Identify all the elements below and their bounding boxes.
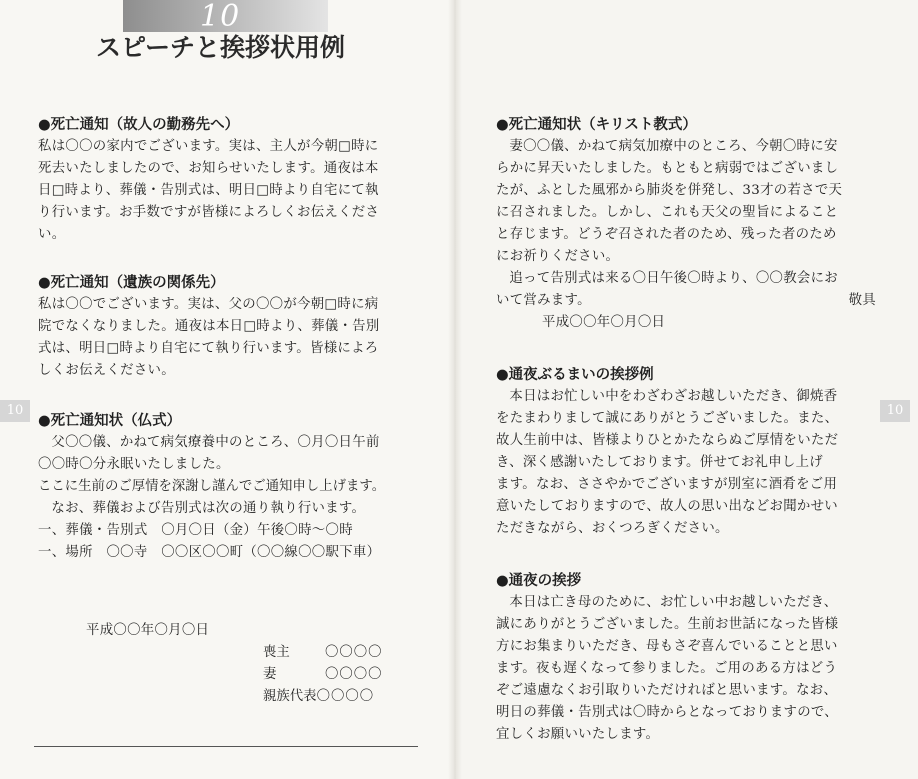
text-line: 追って告別式は来る〇日午後〇時より、〇〇教会にお bbox=[509, 271, 838, 286]
signer-role: 親族代表 bbox=[263, 689, 317, 704]
text-line: 方にお集まりいただき、母もさぞ喜んでいることと思い bbox=[496, 639, 838, 654]
section-heading: ●通夜の挨拶 bbox=[496, 573, 582, 589]
text-line: ます。なお、ささやかでございますが別室に酒肴をご用 bbox=[496, 477, 838, 492]
text-line: 本日は亡き母のために、お忙しい中お越しいただき、 bbox=[509, 595, 838, 610]
text-line: と存じます。どうぞ召された者のため、残った者のため bbox=[496, 227, 837, 242]
section-heading: ●死亡通知（故人の勤務先へ） bbox=[38, 117, 240, 133]
section-wake-reception-greeting bbox=[496, 364, 876, 540]
text-line: 父〇〇儀、かねて病気療養中のところ、〇月〇日午前 bbox=[51, 435, 380, 450]
section-heading: ●死亡通知状（仏式） bbox=[38, 413, 182, 429]
signer-role: 妻 bbox=[263, 667, 277, 682]
section-body bbox=[38, 294, 438, 382]
text-line: り行います。お手数ですが皆様によろしくお伝えくださ bbox=[38, 205, 380, 220]
text-line: 宜しくお願いいたします。 bbox=[496, 727, 660, 742]
text-line: しくお伝えください。 bbox=[38, 363, 175, 378]
text-line: 故人生前中は、皆様よりひとかたならぬご厚情をいただ bbox=[496, 433, 839, 448]
section-wake-greeting bbox=[496, 570, 876, 746]
text-line: き、深く感謝いたしております。併せてお礼申し上げ bbox=[496, 455, 823, 470]
notice-date: 平成〇〇年〇月〇日 bbox=[86, 623, 210, 638]
text-line: なお、葬儀および告別式は次の通り執り行います。 bbox=[51, 501, 366, 516]
chapter-title: スピーチと挨拶状用例 bbox=[96, 33, 346, 62]
text-line: 日□時より、葬儀・告別式は、明日□時より自宅にて執 bbox=[38, 183, 379, 198]
text-line: いて営みます。 bbox=[496, 293, 591, 308]
text-line: らかに昇天いたしました。もともと病弱ではございまし bbox=[496, 161, 839, 176]
text-line: をたまわりまして誠にありがとうございました。また、 bbox=[496, 411, 839, 426]
signers-list bbox=[263, 642, 383, 708]
section-death-notice-family bbox=[38, 272, 438, 382]
text-line: 意いたしておりますので、故人の思い出などお聞かせい bbox=[496, 499, 838, 514]
text-line: たが、ふとした風邪から肺炎を併発し、33才の若さで天 bbox=[496, 183, 843, 198]
text-line: にお祈りください。 bbox=[496, 249, 620, 264]
notice-date: 平成〇〇年〇月〇日 bbox=[542, 315, 666, 330]
side-tab-right: 10 bbox=[880, 400, 910, 422]
text-line: 院でなくなりました。通夜は本日□時より、葬儀・告別 bbox=[38, 319, 380, 334]
signer-row bbox=[263, 664, 383, 686]
text-line: ぞご遠慮なくお引取りいただければと思います。なお、 bbox=[496, 683, 838, 698]
bottom-rule bbox=[34, 746, 418, 747]
section-heading: ●死亡通知状（キリスト教式） bbox=[496, 117, 697, 133]
signer-row bbox=[263, 642, 383, 664]
section-heading: ●通夜ぶるまいの挨拶例 bbox=[496, 367, 654, 383]
section-death-notice-workplace bbox=[38, 114, 438, 246]
text-line: ただきながら、おくつろぎください。 bbox=[496, 521, 729, 536]
text-line: 一、葬儀・告別式 〇月〇日（金）午後〇時～〇時 bbox=[38, 523, 353, 538]
text-line: 死去いたしましたので、お知らせいたします。通夜は本 bbox=[38, 161, 379, 176]
closing-text: 敬具 bbox=[848, 293, 876, 308]
text-line: 〇〇時〇分永眠いたしました。 bbox=[38, 457, 230, 472]
signer-name: 〇〇〇〇 bbox=[325, 645, 383, 660]
section-body bbox=[496, 386, 876, 540]
text-line: 明日の葬儀・告別式は〇時からとなっておりますので、 bbox=[496, 705, 838, 720]
signer-row bbox=[263, 686, 383, 708]
section-heading: ●死亡通知（遺族の関係先） bbox=[38, 275, 225, 291]
section-death-notice-christian bbox=[496, 114, 876, 334]
text-line: 本日はお忙しい中をわざわざお越しいただき、御焼香 bbox=[509, 389, 838, 404]
text-line: ます。夜も遅くなって参りました。ご用のある方はどう bbox=[496, 661, 838, 676]
text-line: 妻〇〇儀、かねて病気加療中のところ、今朝〇時に安 bbox=[509, 139, 838, 154]
section-death-notice-buddhist bbox=[38, 410, 446, 564]
signer-name: 〇〇〇〇 bbox=[316, 689, 375, 704]
text-line: 式は、明日□時より自宅にて執り行います。皆様によろ bbox=[38, 341, 379, 356]
section-body bbox=[38, 136, 438, 246]
signer-role: 喪主 bbox=[263, 645, 290, 660]
text-line-with-closing bbox=[496, 290, 876, 312]
text-line: 一、場所 〇〇寺 〇〇区〇〇町（〇〇線〇〇駅下車） bbox=[38, 545, 381, 560]
section-body bbox=[38, 432, 446, 564]
text-line: い。 bbox=[38, 227, 66, 242]
signer-name: 〇〇〇〇 bbox=[325, 667, 383, 682]
section-body bbox=[496, 592, 876, 746]
side-tab-left: 10 bbox=[0, 400, 30, 422]
text-line: 誠にありがとうございました。生前お世話になった皆様 bbox=[496, 617, 839, 632]
text-line: に召されました。しかし、これも天父の聖旨によること bbox=[496, 205, 839, 220]
book-gutter bbox=[448, 0, 462, 779]
section-body bbox=[496, 136, 876, 334]
text-line: 私は〇〇でございます。実は、父の〇〇が今朝□時に病 bbox=[38, 297, 379, 312]
chapter-number: 10 bbox=[200, 0, 241, 34]
text-line: ここに生前のご厚情を深謝し謹んでご通知申し上げます。 bbox=[38, 479, 386, 494]
text-line: 私は〇〇の家内でございます。実は、主人が今朝□時に bbox=[38, 139, 379, 154]
